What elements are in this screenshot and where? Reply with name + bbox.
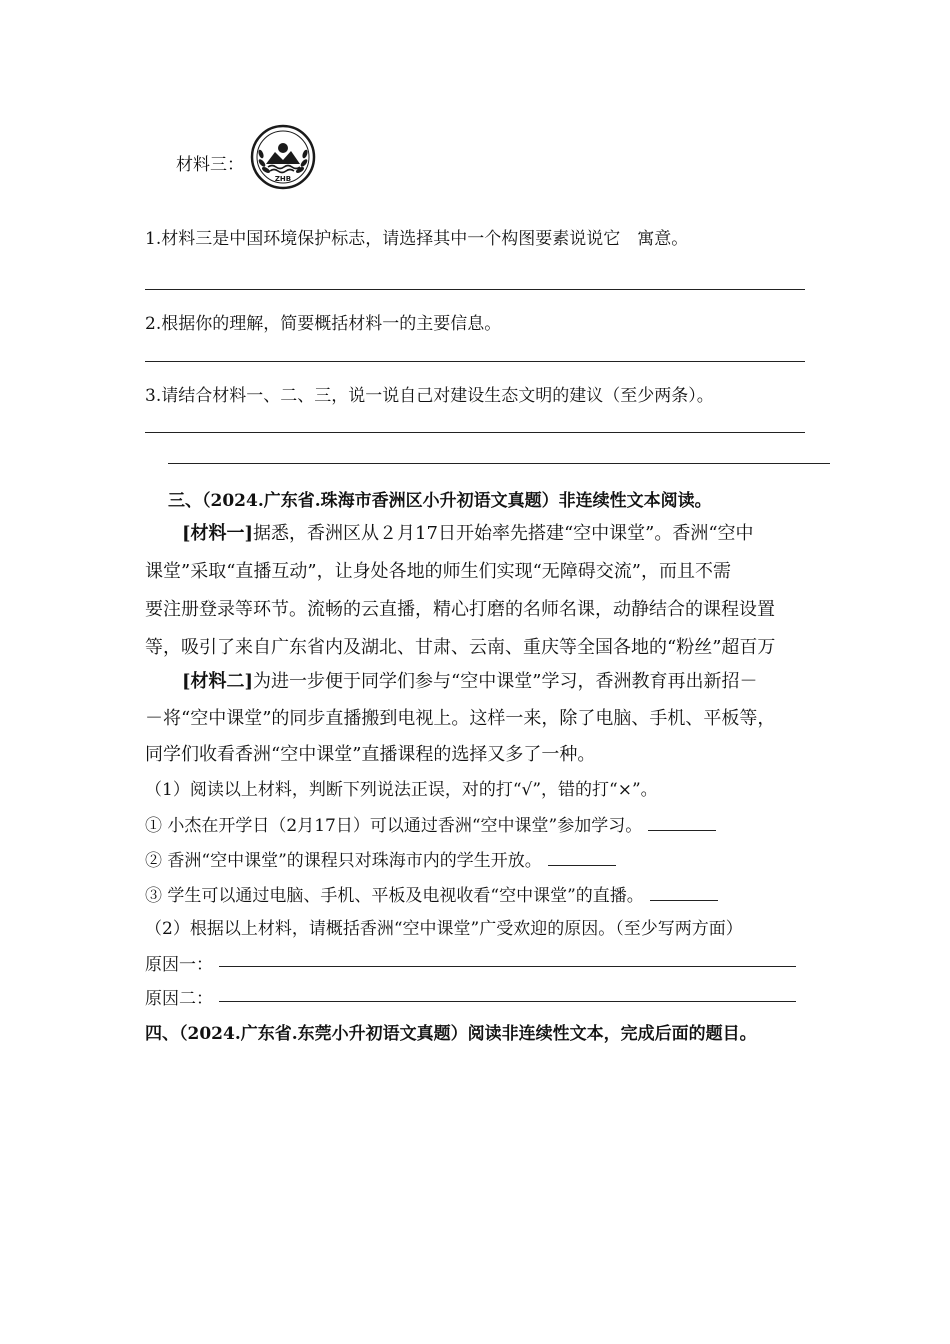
environmental-protection-logo-icon bbox=[250, 124, 316, 190]
question-1: 1.材料三是中国环境保护标志，请选择其中一个构图要素说说它 寓意。 bbox=[145, 229, 689, 249]
sub-question-1: （1）阅读以上材料，判断下列说法正误，对的打“√”，错的打“×”。 bbox=[145, 780, 658, 800]
material2-line-2: －将“空中课堂”的同步直播搬到电视上。这样一来，除了电脑、手机、平板等， bbox=[145, 708, 776, 729]
material1-label: [材料一] bbox=[182, 523, 254, 544]
section4-heading: 四、（2024.广东省.东莞小升初语文真题）阅读非连续性文本，完成后面的题目。 bbox=[145, 1024, 757, 1044]
question-2: 2.根据你的理解，简要概括材料一的主要信息。 bbox=[145, 314, 502, 334]
material1-line-4: 等，吸引了来自广东省内及湖北、甘肃、云南、重庆等全国各地的“粉丝”超百万 bbox=[145, 637, 776, 658]
section3-heading: 三、（2024.广东省.珠海市香洲区小升初语文真题）非连续性文本阅读。 bbox=[168, 491, 712, 511]
logo-lettering: ZHB bbox=[274, 175, 292, 183]
reason-2-line[interactable] bbox=[219, 1001, 796, 1002]
question-3: 3.请结合材料一、二、三，说一说自己对建设生态文明的建议（至少两条）。 bbox=[145, 386, 714, 406]
judge-item-3: ③ 学生可以通过电脑、手机、平板及电视收看“空中课堂”的直播。 bbox=[145, 881, 718, 906]
material1-line-2: 课堂”采取“直播互动”，让身处各地的师生们实现“无障碍交流”，而且不需 bbox=[145, 561, 732, 582]
judge-blank-2[interactable] bbox=[548, 849, 616, 866]
section-divider bbox=[168, 463, 830, 464]
judge-item-2: ② 香洲“空中课堂”的课程只对珠海市内的学生开放。 bbox=[145, 846, 616, 871]
material1-line-3: 要注册登录等环节。流畅的云直播，精心打磨的名师名课，动静结合的课程设置 bbox=[145, 599, 775, 620]
answer-line-3[interactable] bbox=[145, 432, 805, 433]
material1-line-1: [材料一]据悉，香洲区从２月17日开始率先搭建“空中课堂”。香洲“空中 bbox=[182, 523, 754, 544]
material3-label: 材料三： bbox=[176, 155, 244, 175]
reason-2-label: 原因二： bbox=[145, 989, 213, 1009]
judge-blank-3[interactable] bbox=[650, 884, 718, 901]
answer-line-2[interactable] bbox=[145, 361, 805, 362]
reason-1-line[interactable] bbox=[219, 966, 796, 967]
judge-item-1: ① 小杰在开学日（2月17日）可以通过香洲“空中课堂”参加学习。 bbox=[145, 811, 716, 836]
material2-label: [材料二] bbox=[182, 671, 254, 692]
reason-1-label: 原因一： bbox=[145, 955, 213, 975]
answer-line-1[interactable] bbox=[145, 289, 805, 290]
material2-line-3: 同学们收看香洲“空中课堂”直播课程的选择又多了一种。 bbox=[145, 744, 596, 765]
sub-question-2: （2）根据以上材料，请概括香洲“空中课堂”广受欢迎的原因。（至少写两方面） bbox=[145, 919, 743, 939]
material2-line-1: [材料二]为进一步便于同学们参与“空中课堂”学习，香洲教育再出新招－ bbox=[182, 671, 758, 692]
judge-blank-1[interactable] bbox=[648, 814, 716, 831]
